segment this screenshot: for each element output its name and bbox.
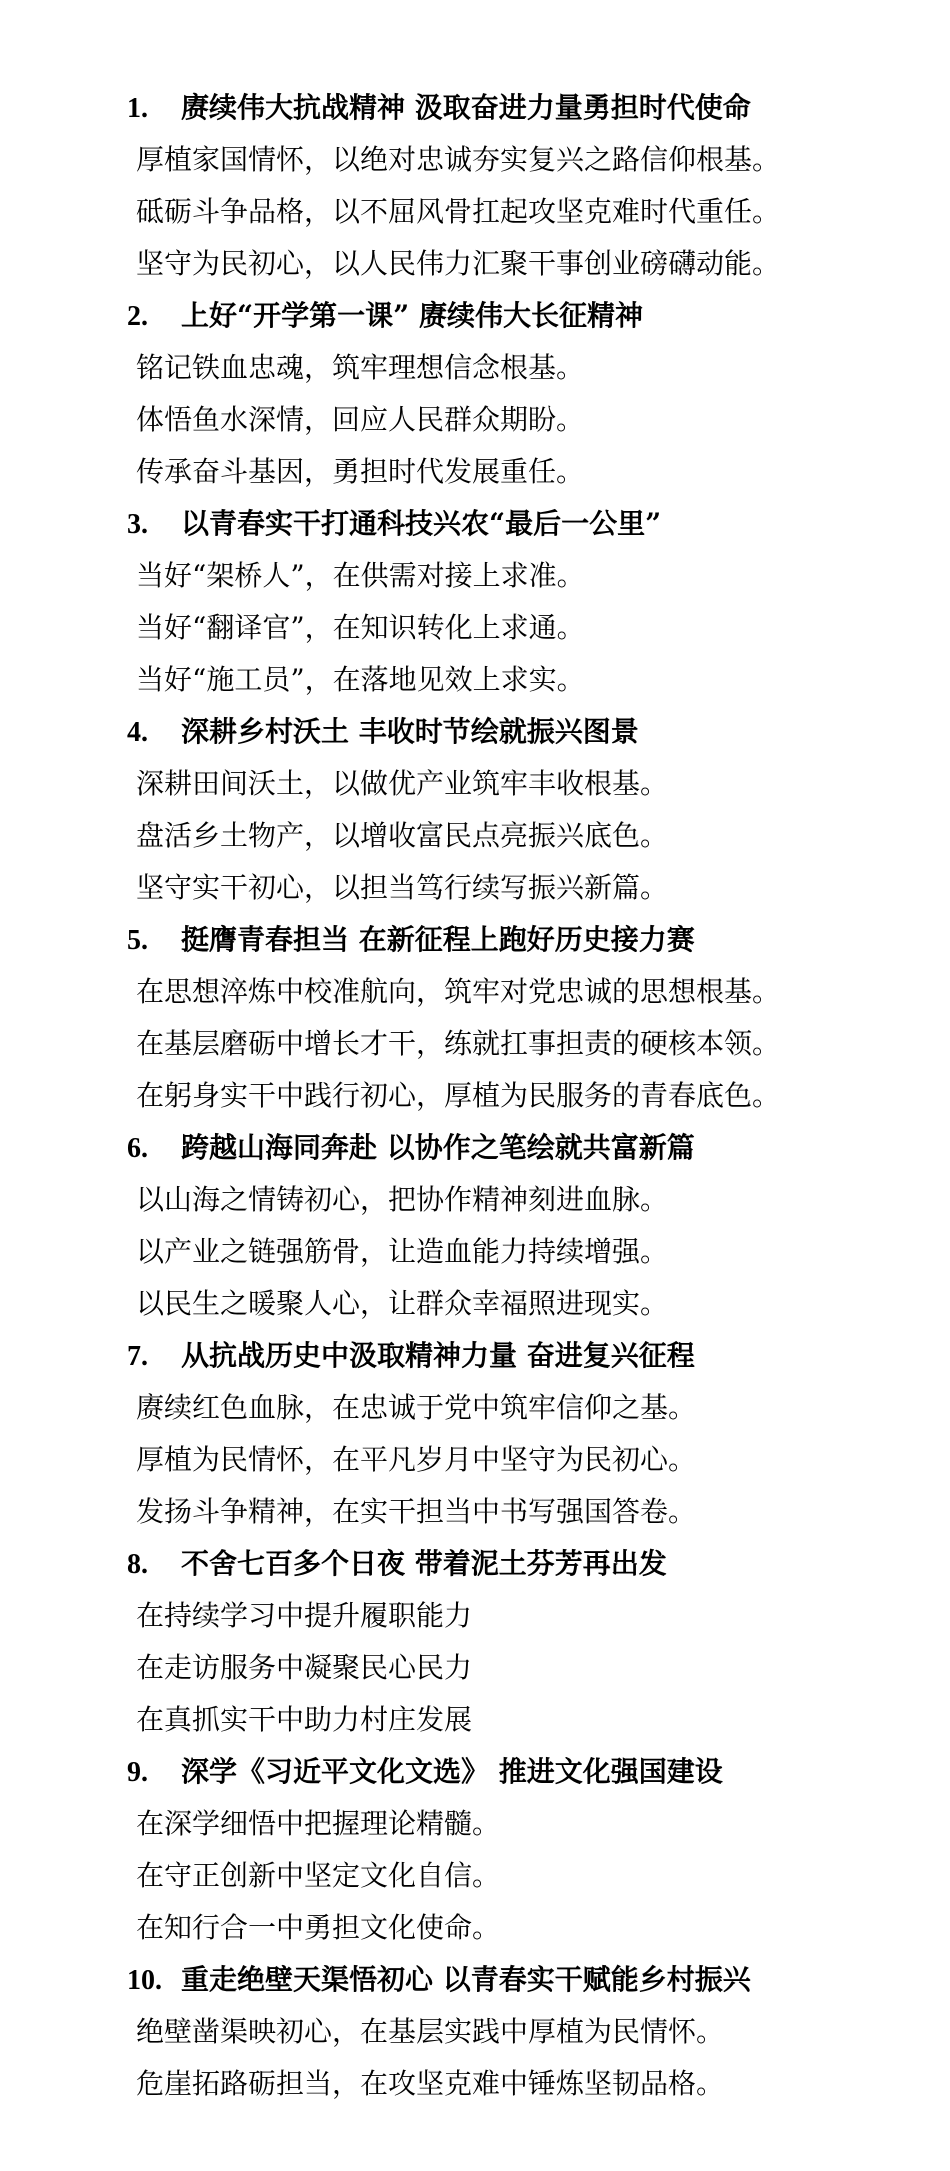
section-heading [0, 498, 950, 550]
section-line: 传承奋斗基因，勇担时代发展重任。 [136, 455, 585, 488]
section-7 [0, 1330, 950, 1538]
section-line: 在知行合一中勇担文化使命。 [136, 1911, 501, 1944]
section-line: 在走访服务中凝聚民心民力 [136, 1651, 473, 1684]
section-8 [0, 1538, 950, 1746]
document-body [0, 82, 950, 2110]
section-1 [0, 82, 950, 290]
section-2 [0, 290, 950, 498]
section-title: 跨越山海同奔赴 以协作之笔绘就共富新篇 [181, 1131, 695, 1164]
section-line: 体悟鱼水深情，回应人民群众期盼。 [136, 403, 585, 436]
section-4 [0, 706, 950, 914]
section-heading [0, 1746, 950, 1798]
section-line: 绝壁凿渠映初心，在基层实践中厚植为民情怀。 [136, 2015, 725, 2048]
section-title: 深耕乡村沃土 丰收时节绘就振兴图景 [181, 715, 639, 748]
section-number: 10. [127, 1965, 162, 1996]
section-title: 以青春实干打通科技兴农“最后一公里” [181, 507, 662, 540]
section-number: 5. [127, 925, 148, 956]
section-line: 厚植家国情怀，以绝对忠诚夯实复兴之路信仰根基。 [136, 143, 781, 176]
section-line: 厚植为民情怀，在平凡岁月中坚守为民初心。 [136, 1443, 697, 1476]
section-line: 深耕田间沃土，以做优产业筑牢丰收根基。 [136, 767, 669, 800]
section-number: 2. [127, 301, 148, 332]
section-line: 在思想淬炼中校准航向，筑牢对党忠诚的思想根基。 [136, 975, 781, 1008]
section-line: 坚守为民初心，以人民伟力汇聚干事创业磅礴动能。 [136, 247, 781, 280]
section-number: 3. [127, 509, 148, 540]
section-number: 8. [127, 1549, 148, 1580]
section-heading [0, 290, 950, 342]
section-line: 铭记铁血忠魂，筑牢理想信念根基。 [136, 351, 585, 384]
section-title: 重走绝壁天渠悟初心 以青春实干赋能乡村振兴 [181, 1963, 751, 1996]
section-title: 挺膺青春担当 在新征程上跑好历史接力赛 [181, 923, 695, 956]
section-title: 从抗战历史中汲取精神力量 奋进复兴征程 [181, 1339, 695, 1372]
section-line: 赓续红色血脉，在忠诚于党中筑牢信仰之基。 [136, 1391, 697, 1424]
section-line: 发扬斗争精神，在实干担当中书写强国答卷。 [136, 1495, 697, 1528]
section-title: 深学《习近平文化文选》 推进文化强国建设 [181, 1755, 723, 1788]
section-number: 7. [127, 1341, 148, 1372]
section-heading [0, 1330, 950, 1382]
section-line: 在深学细悟中把握理论精髓。 [136, 1807, 501, 1840]
section-line: 以山海之情铸初心，把协作精神刻进血脉。 [136, 1183, 669, 1216]
section-line: 在持续学习中提升履职能力 [136, 1599, 473, 1632]
section-9 [0, 1746, 950, 1954]
section-title: 上好“开学第一课” 赓续伟大长征精神 [181, 299, 643, 332]
section-heading [0, 1954, 950, 2006]
section-line: 坚守实干初心，以担当笃行续写振兴新篇。 [136, 871, 669, 904]
section-heading [0, 914, 950, 966]
section-title: 赓续伟大抗战精神 汲取奋进力量勇担时代使命 [181, 91, 751, 124]
section-heading [0, 82, 950, 134]
section-line: 以民生之暖聚人心，让群众幸福照进现实。 [136, 1287, 669, 1320]
section-line: 当好“施工员”，在落地见效上求实。 [136, 663, 585, 696]
section-line: 在基层磨砺中增长才干，练就扛事担责的硬核本领。 [136, 1027, 781, 1060]
section-line: 危崖拓路砺担当，在攻坚克难中锤炼坚韧品格。 [136, 2067, 725, 2100]
section-6 [0, 1122, 950, 1330]
section-line: 以产业之链强筋骨，让造血能力持续增强。 [136, 1235, 669, 1268]
section-5 [0, 914, 950, 1122]
section-number: 4. [127, 717, 148, 748]
section-number: 1. [127, 93, 148, 124]
section-number: 6. [127, 1133, 148, 1164]
section-line: 在守正创新中坚定文化自信。 [136, 1859, 501, 1892]
section-line: 当好“架桥人”，在供需对接上求准。 [136, 559, 585, 592]
section-heading [0, 1538, 950, 1590]
section-3 [0, 498, 950, 706]
section-line: 盘活乡土物产，以增收富民点亮振兴底色。 [136, 819, 669, 852]
section-line: 当好“翻译官”，在知识转化上求通。 [136, 611, 585, 644]
section-line: 在真抓实干中助力村庄发展 [136, 1703, 473, 1736]
section-10 [0, 1954, 950, 2110]
section-title: 不舍七百多个日夜 带着泥土芬芳再出发 [181, 1547, 667, 1580]
section-line: 砥砺斗争品格，以不屈风骨扛起攻坚克难时代重任。 [136, 195, 781, 228]
section-line: 在躬身实干中践行初心，厚植为民服务的青春底色。 [136, 1079, 781, 1112]
section-heading [0, 706, 950, 758]
section-heading [0, 1122, 950, 1174]
section-number: 9. [127, 1757, 148, 1788]
